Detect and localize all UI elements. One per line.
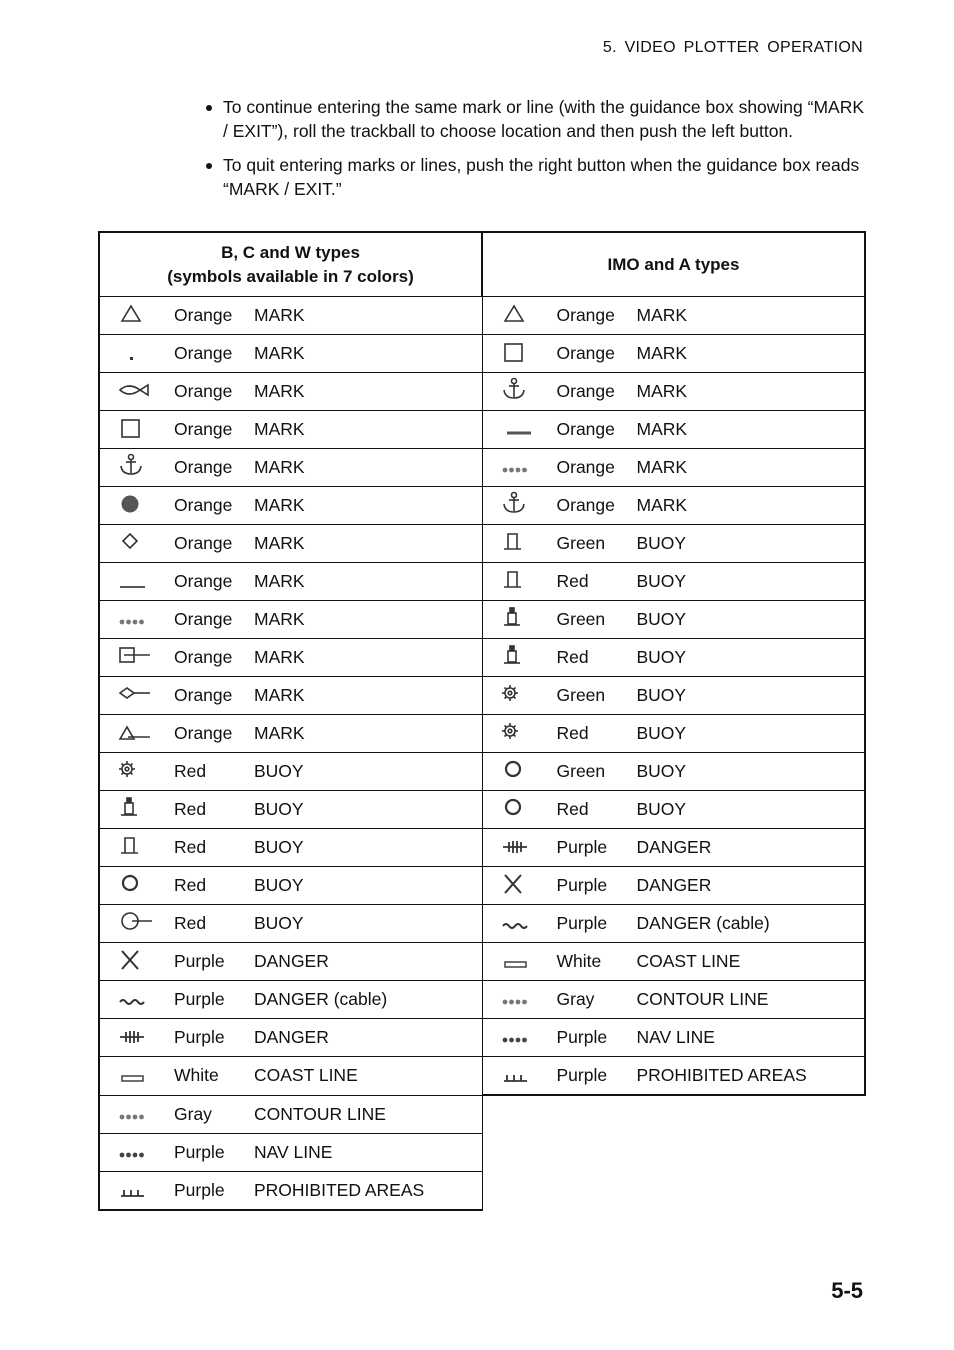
table-row: [99, 1133, 865, 1171]
buoy-icon: [483, 563, 557, 600]
right-column-header: IMO and A types: [482, 232, 865, 297]
dotted-line-icon: [483, 449, 557, 486]
type-label: BUOY: [636, 685, 687, 705]
empty-cell: [482, 1133, 865, 1171]
contour-line-icon: [100, 1096, 174, 1133]
symbol-table: [98, 231, 866, 1211]
type-label: MARK: [254, 419, 305, 439]
right-entry-1: [482, 335, 865, 373]
left-entry-6: [99, 525, 482, 563]
type-label: PROHIBITED AREAS: [636, 1065, 807, 1085]
color-label: Red: [556, 571, 589, 591]
left-header-line1: B, C and W types: [221, 242, 360, 262]
wave-icon: [483, 905, 557, 942]
color-label: Orange: [174, 419, 233, 439]
right-entry-15: [482, 867, 865, 905]
right-entry-9: [482, 639, 865, 677]
type-label: BUOY: [636, 533, 687, 553]
type-label: MARK: [636, 305, 688, 325]
left-column-header: [99, 232, 482, 297]
color-label: Purple: [174, 951, 225, 971]
type-label: MARK: [254, 533, 305, 553]
left-entry-23: [99, 1171, 482, 1210]
color-label: Red: [556, 647, 589, 667]
color-label: Red: [174, 913, 207, 933]
light-buoy-icon: [483, 601, 557, 638]
color-label: Orange: [174, 723, 233, 743]
color-label: White: [556, 951, 602, 971]
table-row: [99, 373, 865, 411]
circle-flag-icon: [100, 905, 174, 942]
cross-icon: [483, 867, 557, 904]
table-row: [99, 905, 865, 943]
color-label: Green: [556, 609, 606, 629]
diamond-icon: [100, 525, 174, 562]
dotted-line-icon: [100, 601, 174, 638]
empty-cell: [482, 1095, 865, 1133]
color-label: White: [174, 1065, 219, 1086]
table-row: [99, 1095, 865, 1133]
table-row: [99, 335, 865, 373]
cross-icon: [100, 943, 174, 980]
gear-buoy-icon: [483, 677, 557, 714]
type-label: MARK: [254, 305, 305, 325]
right-entry-3: [482, 411, 865, 449]
right-entry-6: [482, 525, 865, 563]
triangle-flag-icon: [100, 715, 174, 752]
type-label: MARK: [636, 381, 688, 401]
type-label: BUOY: [636, 571, 687, 591]
color-label: Orange: [556, 305, 615, 325]
left-entry-3: [99, 411, 482, 449]
fish-icon: [100, 373, 174, 410]
square-flag-icon: [100, 639, 174, 676]
instruction-quit: To quit entering marks or lines, push the right button when the guidance box reads “MARK / EXIT.”: [206, 153, 866, 201]
color-label: Purple: [556, 875, 608, 895]
type-label: MARK: [254, 457, 305, 477]
type-label: MARK: [254, 685, 305, 705]
ring-icon: [483, 791, 557, 828]
gear-buoy-icon: [483, 715, 557, 752]
type-label: NAV LINE: [636, 1027, 715, 1047]
type-label: DANGER: [254, 1027, 329, 1047]
left-entry-16: [99, 905, 482, 943]
table-row: [99, 601, 865, 639]
type-label: BUOY: [636, 609, 687, 629]
coast-line-icon: [483, 943, 557, 980]
square-icon: [483, 335, 557, 372]
table-row: [99, 487, 865, 525]
color-label: Orange: [174, 381, 233, 401]
table-row: [99, 677, 865, 715]
contour-line-icon: [483, 981, 557, 1018]
type-label: BUOY: [636, 761, 687, 781]
color-label: Orange: [174, 685, 233, 705]
color-label: Orange: [556, 419, 615, 439]
color-label: Purple: [556, 1065, 608, 1085]
line-icon: [100, 563, 174, 600]
anchor-icon: [483, 487, 557, 524]
type-label: MARK: [636, 495, 688, 515]
thick-line-icon: [483, 411, 557, 448]
triangle-icon: [483, 297, 557, 334]
color-label: Purple: [174, 1179, 225, 1200]
hatched-line-icon: [483, 829, 557, 866]
type-label: MARK: [254, 647, 305, 667]
type-label: MARK: [254, 343, 305, 363]
right-entry-19: [482, 1019, 865, 1057]
left-entry-18: [99, 981, 482, 1019]
color-label: Red: [174, 837, 207, 857]
color-label: Orange: [174, 609, 233, 629]
color-label: Orange: [174, 305, 233, 325]
left-entry-2: [99, 373, 482, 411]
instruction-list: [206, 95, 866, 211]
type-label: DANGER: [636, 875, 712, 895]
diamond-flag-icon: [100, 677, 174, 714]
left-entry-12: [99, 753, 482, 791]
type-label: DANGER (cable): [254, 989, 388, 1009]
left-entry-0: [99, 297, 482, 335]
color-label: Green: [556, 685, 606, 705]
right-entry-7: [482, 563, 865, 601]
right-entry-17: [482, 943, 865, 981]
color-label: Red: [556, 723, 589, 743]
right-entry-4: [482, 449, 865, 487]
color-label: Orange: [174, 571, 233, 591]
right-entry-20: [482, 1057, 865, 1096]
type-label: MARK: [254, 571, 305, 591]
nav-line-icon: [483, 1019, 557, 1056]
color-label: Red: [174, 761, 207, 781]
type-label: BUOY: [254, 799, 304, 819]
color-label: Orange: [174, 533, 233, 553]
table-row: [99, 297, 865, 335]
color-label: Orange: [174, 457, 233, 477]
color-label: Orange: [174, 343, 233, 363]
color-label: Green: [556, 533, 606, 553]
type-label: MARK: [254, 381, 305, 401]
type-label: BUOY: [254, 837, 304, 857]
color-label: Orange: [174, 647, 233, 667]
color-label: Purple: [174, 989, 225, 1009]
buoy-icon: [100, 829, 174, 866]
type-label: MARK: [254, 495, 305, 515]
ring-icon: [483, 753, 557, 790]
table-row: [99, 525, 865, 563]
type-label: BUOY: [636, 647, 687, 667]
color-label: Orange: [556, 457, 615, 477]
left-header-line2: (symbols available in 7 colors): [167, 266, 414, 286]
right-entry-0: [482, 297, 865, 335]
right-entry-12: [482, 753, 865, 791]
color-label: Purple: [556, 1027, 608, 1047]
type-label: NAV LINE: [254, 1141, 333, 1162]
type-label: MARK: [636, 419, 688, 439]
color-label: Purple: [556, 913, 608, 933]
color-label: Gray: [556, 989, 595, 1009]
ring-icon: [100, 867, 174, 904]
wave-icon: [100, 981, 174, 1018]
buoy-icon: [483, 525, 557, 562]
prohibited-line-icon: [100, 1172, 174, 1209]
table-row: [99, 791, 865, 829]
color-label: Purple: [174, 1141, 225, 1162]
table-row: [99, 981, 865, 1019]
section-header: 5. VIDEO PLOTTER OPERATION: [602, 39, 863, 56]
type-label: MARK: [636, 343, 688, 363]
left-entry-7: [99, 563, 482, 601]
table-row: [99, 639, 865, 677]
left-entry-13: [99, 791, 482, 829]
left-entry-21: [99, 1095, 482, 1133]
light-buoy-icon: [100, 791, 174, 828]
left-entry-20: [99, 1057, 482, 1096]
table-row: [99, 753, 865, 791]
type-label: COAST LINE: [254, 1065, 358, 1086]
table-row: [99, 715, 865, 753]
table-row: [99, 449, 865, 487]
right-entry-5: [482, 487, 865, 525]
empty-cell: [482, 1171, 865, 1210]
left-entry-8: [99, 601, 482, 639]
page-number: 5-5: [831, 1278, 863, 1303]
right-entry-16: [482, 905, 865, 943]
left-entry-15: [99, 867, 482, 905]
left-entry-5: [99, 487, 482, 525]
right-entry-18: [482, 981, 865, 1019]
coast-line-icon: [100, 1057, 174, 1094]
prohibited-line-icon: [483, 1057, 557, 1094]
triangle-icon: [100, 297, 174, 334]
color-label: Orange: [556, 381, 615, 401]
left-entry-17: [99, 943, 482, 981]
left-entry-14: [99, 829, 482, 867]
type-label: DANGER (cable): [636, 913, 770, 933]
color-label: Green: [556, 761, 606, 781]
filled-circle-icon: [100, 487, 174, 524]
color-label: Gray: [174, 1103, 212, 1124]
right-entry-2: [482, 373, 865, 411]
square-icon: [100, 411, 174, 448]
table-row: [99, 829, 865, 867]
right-entry-14: [482, 829, 865, 867]
type-label: BUOY: [254, 913, 304, 933]
right-entry-8: [482, 601, 865, 639]
type-label: COAST LINE: [636, 951, 741, 971]
table-row: [99, 1171, 865, 1210]
color-label: Red: [174, 799, 207, 819]
color-label: Orange: [174, 495, 233, 515]
type-label: MARK: [254, 723, 305, 743]
color-label: Orange: [556, 495, 615, 515]
left-entry-4: [99, 449, 482, 487]
instruction-continue: To continue entering the same mark or line (with the guidance box showing “MARK / EXIT”), roll the trackball to choose location and then push the left button.: [206, 95, 866, 143]
type-label: BUOY: [254, 875, 304, 895]
color-label: Red: [174, 875, 207, 895]
type-label: PROHIBITED AREAS: [254, 1179, 425, 1200]
dot-icon: [100, 335, 174, 372]
nav-line-icon: [100, 1134, 174, 1171]
type-label: MARK: [636, 457, 688, 477]
left-entry-11: [99, 715, 482, 753]
left-entry-19: [99, 1019, 482, 1057]
left-entry-1: [99, 335, 482, 373]
gear-buoy-icon: [100, 753, 174, 790]
type-label: DANGER: [636, 837, 712, 857]
color-label: Purple: [556, 837, 608, 857]
anchor-icon: [100, 449, 174, 486]
color-label: Red: [556, 799, 589, 819]
type-label: MARK: [254, 609, 305, 629]
table-row: [99, 563, 865, 601]
hatched-line-icon: [100, 1019, 174, 1056]
left-entry-22: [99, 1133, 482, 1171]
type-label: BUOY: [254, 761, 304, 781]
table-row: [99, 867, 865, 905]
table-row: [99, 943, 865, 981]
color-label: Orange: [556, 343, 615, 363]
right-entry-11: [482, 715, 865, 753]
right-entry-13: [482, 791, 865, 829]
table-row: [99, 1019, 865, 1057]
left-entry-10: [99, 677, 482, 715]
type-label: CONTOUR LINE: [254, 1103, 386, 1124]
left-entry-9: [99, 639, 482, 677]
type-label: CONTOUR LINE: [636, 989, 769, 1009]
table-row: [99, 411, 865, 449]
anchor-icon: [483, 373, 557, 410]
type-label: BUOY: [636, 799, 687, 819]
color-label: Purple: [174, 1027, 225, 1047]
type-label: BUOY: [636, 723, 687, 743]
light-buoy-icon: [483, 639, 557, 676]
right-entry-10: [482, 677, 865, 715]
table-row: [99, 1057, 865, 1096]
type-label: DANGER: [254, 951, 329, 971]
